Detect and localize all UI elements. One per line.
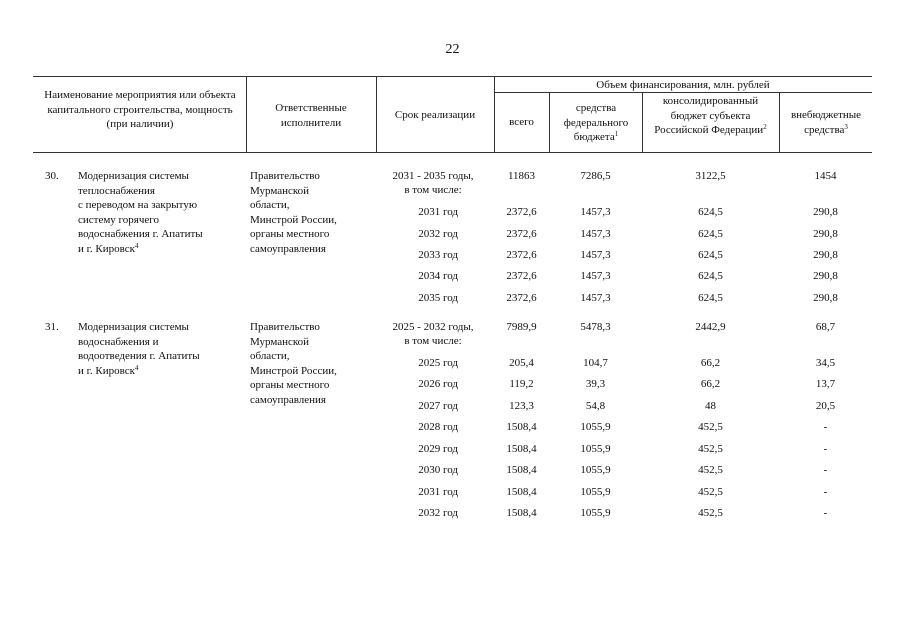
page-number: 22 (445, 42, 460, 57)
header-total: всего (509, 116, 534, 128)
row-name: Модернизация системы теплоснабжения с переводом на закрытую систему горячего водоснабжения г. Апатиты и г. Кировск$^4$ (78, 170, 203, 255)
header-divider (246, 76, 247, 153)
row-responsible: Правительство Мурманской области, Минстрой России, органы местного самоуправления (250, 321, 337, 406)
header-divider (642, 92, 643, 153)
table-top-rule (33, 76, 872, 77)
header-name: Наименование мероприятия или объекта капитального строительства, мощность (при наличии) (44, 89, 236, 131)
header-divider (549, 92, 550, 153)
header-regional: консолидированный бюджет субъекта Российской Федерации$^2$ (654, 95, 767, 137)
header-extra: внебюджетные средства$^3$ (790, 109, 862, 136)
header-federal: средства федерального бюджета$^1$ (563, 102, 629, 144)
header-financing: Объем финансирования, млн. рублей (596, 79, 770, 91)
header-divider (779, 92, 780, 153)
row-responsible: Правительство Мурманской области, Минстрой России, органы местного самоуправления (250, 170, 337, 255)
header-period: Срок реализации (394, 109, 476, 121)
table-header-bottom-rule (33, 152, 872, 153)
header-responsible: Ответственные исполнители (275, 102, 347, 129)
row-name: Модернизация системы водоснабжения и водоотведения г. Апатиты и г. Кировск$^4$ (78, 321, 200, 377)
row-number: 31. (45, 321, 59, 333)
header-divider (376, 76, 377, 153)
row-number: 30. (45, 170, 59, 182)
